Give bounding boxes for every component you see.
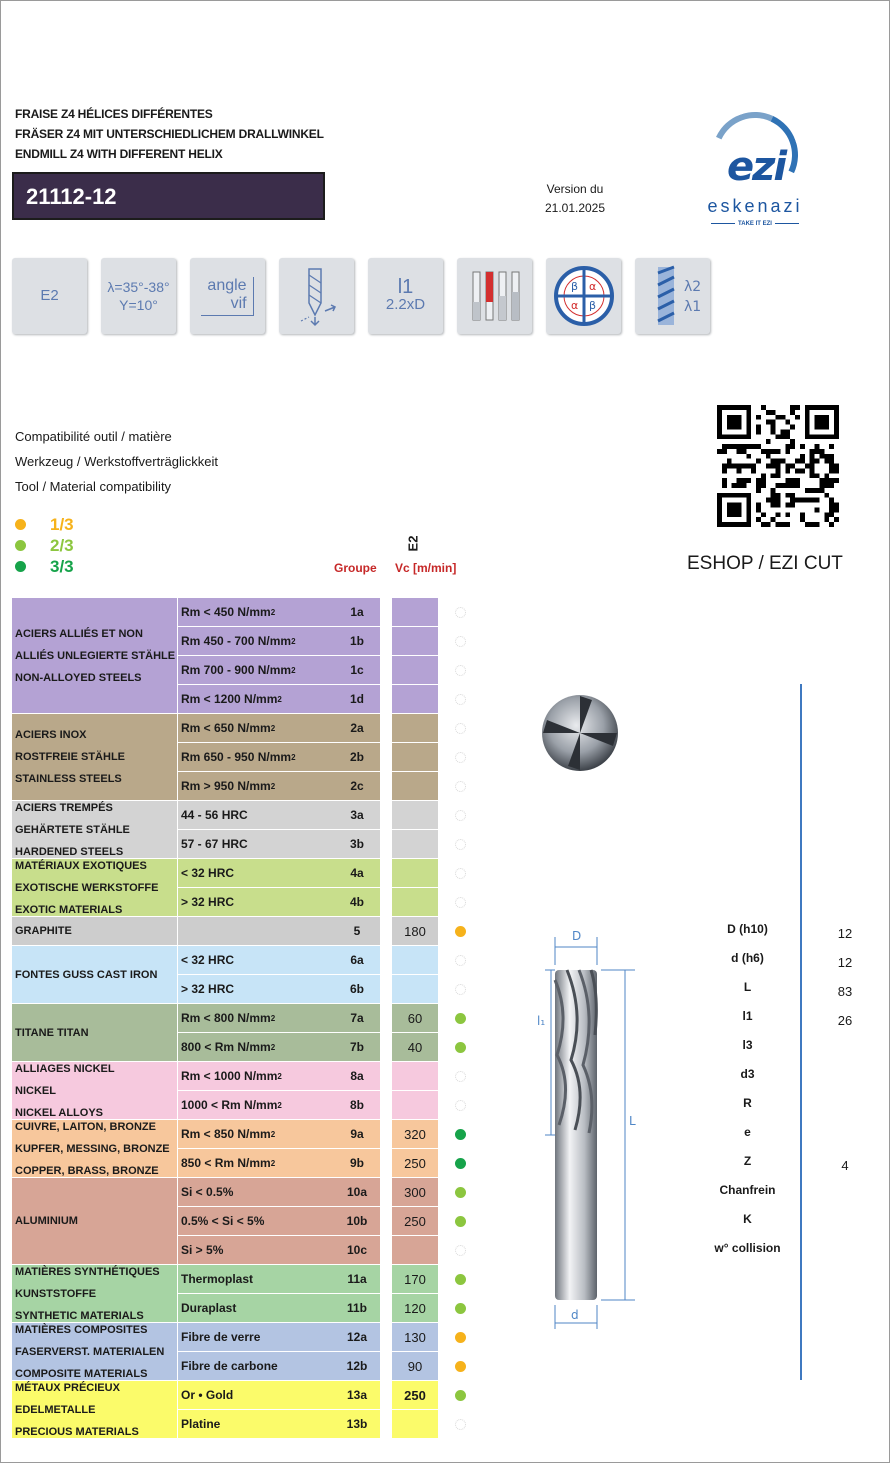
legend-item <box>15 514 74 535</box>
cutting-speed-value: 130 <box>392 1323 438 1351</box>
condition-text: 44 - 56 HRC <box>181 808 248 822</box>
compatibility-dot-icon <box>455 1245 466 1256</box>
helix-angle-line1: λ=35°-38° <box>107 279 170 295</box>
group-code: 8a <box>334 1062 380 1090</box>
material-table <box>12 598 482 1438</box>
condition-text: Rm > 950 N/mm <box>181 779 271 793</box>
variable-pitch-icon <box>546 258 621 334</box>
legend-dot-icon <box>15 561 26 572</box>
compatibility-dot-icon <box>455 694 466 705</box>
cutting-speed-value: 170 <box>392 1265 438 1293</box>
condition-superscript: 2 <box>270 1158 276 1168</box>
material-condition <box>178 1091 337 1119</box>
eskenazi-logo <box>700 108 810 233</box>
title-fr: FRAISE Z4 HÉLICES DIFFÉRENTES <box>15 107 213 121</box>
material-name-line: ACIERS INOX <box>15 729 87 741</box>
reference-number: 21112-12 <box>26 184 117 209</box>
material-condition <box>178 685 337 713</box>
dimension-label: K <box>743 1212 752 1226</box>
dimension-label: l1 <box>742 1009 753 1023</box>
material-condition <box>178 1178 337 1206</box>
group-code: 1d <box>334 685 380 713</box>
dimension-row <box>690 1183 870 1212</box>
material-name-line: NON-ALLOYED STEELS <box>15 671 142 684</box>
condition-text: Rm < 1000 N/mm <box>181 1069 278 1083</box>
group-code: 5 <box>334 917 380 945</box>
group-code: 10c <box>334 1236 380 1264</box>
material-name-line: EDELMETALLE <box>15 1403 96 1416</box>
group-code: 7b <box>334 1033 380 1061</box>
coating-e2-text: E2 <box>40 287 59 304</box>
helix-lambda1-text: λ1 <box>683 299 701 315</box>
material-name-line: HARDENED STEELS <box>15 845 124 858</box>
material-condition <box>178 1120 337 1148</box>
compatibility-dot-icon <box>455 665 466 676</box>
material-condition <box>178 1381 337 1409</box>
title-de: FRÄSER Z4 MIT UNTERSCHIEDLICHEM DRALLWINKEL <box>15 127 324 141</box>
material-condition <box>178 627 337 655</box>
cutter-end-view-image <box>540 688 620 783</box>
material-name-line: EXOTIC MATERIALS <box>15 903 123 916</box>
variable-helix-icon <box>635 258 710 334</box>
compatibility-dot-icon <box>455 1361 466 1372</box>
compatibility-dot-icon <box>455 1332 466 1343</box>
dimension-row <box>690 1241 870 1270</box>
dimension-label: e <box>744 1125 751 1139</box>
material-name-line: TITANE TITAN <box>15 1026 89 1039</box>
cutting-speed-value: 300 <box>392 1178 438 1206</box>
compatibility-dot-icon <box>455 1129 466 1140</box>
dimension-row <box>690 1096 870 1125</box>
cutting-speed-value <box>392 830 438 858</box>
material-group-label <box>12 714 177 800</box>
material-condition <box>178 1004 337 1032</box>
condition-text: < 32 HRC <box>181 866 235 880</box>
condition-text: Duraplast <box>181 1301 237 1315</box>
condition-text: > 32 HRC <box>181 982 235 996</box>
cutting-speed-value <box>392 888 438 916</box>
material-group-label <box>12 1062 177 1119</box>
condition-superscript: 2 <box>291 752 296 762</box>
compatibility-heading <box>15 424 218 499</box>
condition-superscript: 2 <box>270 1129 276 1139</box>
dimension-row <box>690 1067 870 1096</box>
cutting-speed-value <box>392 714 438 742</box>
cutting-speed-value <box>392 975 438 1003</box>
helix-angle-line2: Y=10° <box>119 297 158 313</box>
condition-text: Rm 700 - 900 N/mm <box>181 663 292 677</box>
material-group-label <box>12 859 177 916</box>
material-condition <box>178 1062 337 1090</box>
material-condition <box>178 1033 337 1061</box>
cutting-speed-value: 90 <box>392 1352 438 1380</box>
cutting-length-icon <box>368 258 443 334</box>
cutting-speed-value <box>392 772 438 800</box>
material-name-line: MATIÈRES SYNTHÉTIQUES <box>15 1265 160 1278</box>
logo-tagline: TAKE IT EZI <box>700 221 810 227</box>
reference-box <box>12 172 325 220</box>
material-name-line: KUNSTSTOFFE <box>15 1287 97 1300</box>
material-name-line: SYNTHETIC MATERIALS <box>15 1309 144 1322</box>
material-name-line: ACIERS ALLIÉS ET NON <box>15 627 143 640</box>
group-code: 8b <box>334 1091 380 1119</box>
condition-superscript: 2 <box>270 723 276 733</box>
condition-text: 57 - 67 HRC <box>181 837 248 851</box>
cutting-length-line2: 2.2xD <box>385 296 426 313</box>
compatibility-legend <box>15 514 74 577</box>
material-condition <box>178 1265 337 1293</box>
group-code: 12b <box>334 1352 380 1380</box>
material-name-line: GRAPHITE <box>15 925 72 937</box>
material-condition <box>178 859 337 887</box>
cutting-speed-value: 40 <box>392 1033 438 1061</box>
compatibility-dot-icon <box>455 1216 466 1227</box>
material-condition <box>178 946 337 974</box>
dimension-label: d (h6) <box>731 951 764 965</box>
material-group-label <box>12 1004 177 1061</box>
condition-text: Platine <box>181 1417 221 1431</box>
condition-text: Rm 450 - 700 N/mm <box>181 634 292 648</box>
material-name-line: GEHÄRTETE STÄHLE <box>15 823 130 836</box>
dimension-value: 12 <box>837 926 853 941</box>
compatibility-dot-icon <box>455 1100 466 1111</box>
vc-header: Vc [m/min] <box>395 561 457 575</box>
dimension-label: Chanfrein <box>719 1183 776 1197</box>
group-code: 11b <box>334 1294 380 1322</box>
material-condition <box>178 743 337 771</box>
helix-angle-icon <box>101 258 176 334</box>
material-group-label <box>12 1178 177 1264</box>
material-group-label <box>12 801 177 858</box>
eshop-qr-code[interactable] <box>717 403 839 529</box>
cutting-speed-value: 320 <box>392 1120 438 1148</box>
material-name-line: FASERVERST. MATERIALEN <box>15 1345 165 1358</box>
compatibility-en: Tool / Material compatibility <box>15 479 172 494</box>
cutting-speed-value <box>392 656 438 684</box>
coating-e2-icon <box>12 258 87 334</box>
compatibility-dot-icon <box>455 868 466 879</box>
groupe-header: Groupe <box>334 561 377 575</box>
material-condition <box>178 1236 337 1264</box>
condition-text: Fibre de carbone <box>181 1359 278 1373</box>
material-condition <box>178 656 337 684</box>
condition-text: Thermoplast <box>181 1272 254 1286</box>
dimension-row <box>690 1154 870 1183</box>
angle-vif-icon <box>190 258 265 334</box>
group-code: 1b <box>334 627 380 655</box>
group-code: 13a <box>334 1381 380 1409</box>
dimension-value: 26 <box>837 1013 853 1028</box>
dimension-label: w° collision <box>714 1241 781 1255</box>
dimension-row <box>690 980 870 1009</box>
legend-label: 2/3 <box>50 535 74 555</box>
cutting-speed-value <box>392 1062 438 1090</box>
helix-lambda2-text: λ2 <box>683 279 701 295</box>
dimension-row <box>690 1125 870 1154</box>
material-group-label <box>12 1381 177 1438</box>
condition-text: Rm < 650 N/mm <box>181 721 271 735</box>
compatibility-dot-icon <box>455 984 466 995</box>
dimension-label: D (h10) <box>727 922 768 936</box>
product-titles <box>15 104 324 164</box>
compatibility-dot-icon <box>455 810 466 821</box>
material-name-line: MATÉRIAUX EXOTIQUES <box>15 859 147 872</box>
material-condition <box>178 1149 337 1177</box>
compatibility-dot-icon <box>455 1390 466 1401</box>
cutting-speed-value <box>392 801 438 829</box>
cutting-speed-value <box>392 743 438 771</box>
group-code: 10a <box>334 1178 380 1206</box>
logo-mark: ezi <box>726 144 786 190</box>
compatibility-dot-icon <box>455 1187 466 1198</box>
material-condition <box>178 772 337 800</box>
version-info <box>520 180 630 218</box>
material-name-line: FONTES GUSS CAST IRON <box>15 968 158 981</box>
material-condition <box>178 830 337 858</box>
compatibility-dot-icon <box>455 955 466 966</box>
dimension-label: L <box>743 980 752 994</box>
compatibility-fr: Compatibilité outil / matière <box>15 429 172 444</box>
material-name-line: NICKEL <box>15 1084 56 1097</box>
cutting-speed-value <box>392 627 438 655</box>
condition-text: Or • Gold <box>181 1388 234 1402</box>
center-cutting-icon <box>279 258 354 334</box>
material-name-line: ROSTFREIE STÄHLE <box>15 751 126 763</box>
dimension-row <box>690 1038 870 1067</box>
angle-vif-line2: vif <box>230 294 247 312</box>
drawing-label-L: L <box>629 1114 636 1128</box>
material-name-line: MÉTAUX PRÉCIEUX <box>15 1381 120 1394</box>
drawing-label-D: D <box>572 929 582 943</box>
condition-superscript: 2 <box>270 1013 276 1023</box>
compatibility-dot-icon <box>455 1042 466 1053</box>
legend-item <box>15 535 74 556</box>
dimension-label: l3 <box>742 1038 753 1052</box>
cutting-speed-value: 120 <box>392 1294 438 1322</box>
compatibility-dot-icon <box>455 1013 466 1024</box>
group-code: 10b <box>334 1207 380 1235</box>
material-name-line: MATIÈRES COMPOSITES <box>15 1323 148 1336</box>
group-code: 2c <box>334 772 380 800</box>
dimension-row <box>690 922 870 951</box>
compatibility-dot-icon <box>455 1274 466 1285</box>
material-name-line: EXOTISCHE WERKSTOFFE <box>15 881 159 894</box>
material-group-label <box>12 1120 177 1177</box>
group-code: 4a <box>334 859 380 887</box>
material-condition <box>178 598 337 626</box>
material-group-label <box>12 1265 177 1322</box>
group-code: 4b <box>334 888 380 916</box>
compatibility-dot-icon <box>455 839 466 850</box>
group-code: 7a <box>334 1004 380 1032</box>
compatibility-dot-icon <box>455 1071 466 1082</box>
material-group-label <box>12 946 177 1003</box>
compatibility-dot-icon <box>455 752 466 763</box>
group-code: 3a <box>334 801 380 829</box>
group-code: 11a <box>334 1265 380 1293</box>
dimension-value: 83 <box>837 984 853 999</box>
eshop-link[interactable]: ESHOP / EZI CUT <box>687 553 843 574</box>
condition-text: Rm < 800 N/mm <box>181 1011 271 1025</box>
condition-superscript: 2 <box>270 781 276 791</box>
group-code: 9b <box>334 1149 380 1177</box>
condition-text: 0.5% < Si < 5% <box>181 1214 265 1228</box>
condition-text: > 32 HRC <box>181 895 235 909</box>
condition-text: 800 < Rm N/mm <box>181 1040 271 1054</box>
cutting-length-line1: l1 <box>397 276 414 298</box>
cutting-speed-value <box>392 685 438 713</box>
dimension-value: 4 <box>841 1158 849 1173</box>
condition-text: Fibre de verre <box>181 1330 261 1344</box>
material-name-line: COPPER, BRASS, BRONZE <box>15 1164 159 1177</box>
material-name-line: NICKEL ALLOYS <box>15 1106 104 1119</box>
condition-text: Si > 5% <box>181 1243 224 1257</box>
material-condition <box>178 1294 337 1322</box>
legend-label: 1/3 <box>50 514 74 534</box>
cutting-speed-value <box>392 946 438 974</box>
compatibility-dot-icon <box>455 636 466 647</box>
material-name-line: ALLIAGES NICKEL <box>15 1062 115 1075</box>
compatibility-dot-icon <box>455 607 466 618</box>
shank-types-icon <box>457 258 532 334</box>
material-condition <box>178 1352 337 1380</box>
dimension-row <box>690 951 870 980</box>
cutting-speed-value <box>392 598 438 626</box>
material-name-line: CUIVRE, LAITON, BRONZE <box>15 1120 156 1133</box>
condition-superscript: 2 <box>270 607 276 617</box>
legend-dot-icon <box>15 540 26 551</box>
material-name-line: PRECIOUS MATERIALS <box>15 1425 139 1438</box>
condition-superscript: 2 <box>291 636 296 646</box>
group-code: 2b <box>334 743 380 771</box>
svg-text:α: α <box>570 299 578 312</box>
material-condition <box>178 1323 337 1351</box>
compatibility-dot-icon <box>455 781 466 792</box>
condition-text: 1000 < Rm N/mm <box>181 1098 278 1112</box>
compatibility-dot-icon <box>455 926 466 937</box>
logo-name: eskenazi <box>707 196 803 216</box>
group-code: 3b <box>334 830 380 858</box>
compatibility-dot-icon <box>455 723 466 734</box>
compatibility-dot-icon <box>455 1419 466 1430</box>
condition-superscript: 2 <box>277 1071 282 1081</box>
title-en: ENDMILL Z4 WITH DIFFERENT HELIX <box>15 147 223 161</box>
dimension-label: R <box>743 1096 752 1110</box>
dimension-row <box>690 1212 870 1241</box>
drawing-label-d: d <box>571 1308 579 1322</box>
angle-vif-line1: angle <box>207 276 247 294</box>
cutting-speed-value: 60 <box>392 1004 438 1032</box>
group-code: 9a <box>334 1120 380 1148</box>
material-condition <box>178 1410 337 1438</box>
group-code: 2a <box>334 714 380 742</box>
material-group-label <box>12 598 177 713</box>
condition-text: Rm < 450 N/mm <box>181 605 271 619</box>
dimension-row <box>690 1009 870 1038</box>
condition-text: < 32 HRC <box>181 953 235 967</box>
svg-text:β: β <box>588 299 596 312</box>
cutting-speed-value <box>392 1091 438 1119</box>
condition-text: 850 < Rm N/mm <box>181 1156 271 1170</box>
material-condition <box>178 801 337 829</box>
material-condition <box>178 975 337 1003</box>
dimension-label: Z <box>743 1154 752 1168</box>
legend-label: 3/3 <box>50 556 74 576</box>
condition-text: Rm < 850 N/mm <box>181 1127 271 1141</box>
condition-superscript: 2 <box>277 694 282 704</box>
compatibility-dot-icon <box>455 1158 466 1169</box>
coating-header: E2 <box>405 535 421 552</box>
drawing-label-l1: l₁ <box>537 1014 546 1028</box>
cutting-speed-value: 180 <box>392 917 438 945</box>
material-condition <box>178 714 337 742</box>
compatibility-dot-icon <box>455 897 466 908</box>
cutting-speed-value <box>392 1410 438 1438</box>
material-name-line: ALLIÉS UNLEGIERTE STÄHLE <box>15 649 176 662</box>
cutting-speed-value <box>392 1236 438 1264</box>
cutting-speed-value <box>392 859 438 887</box>
material-condition <box>178 888 337 916</box>
condition-superscript: 2 <box>270 1042 276 1052</box>
material-name-line: KUPFER, MESSING, BRONZE <box>15 1142 170 1155</box>
tool-technical-drawing <box>515 925 645 1335</box>
group-code: 13b <box>334 1410 380 1438</box>
group-code: 6b <box>334 975 380 1003</box>
material-name-line: ALUMINIUM <box>15 1215 78 1227</box>
cutting-speed-value: 250 <box>392 1149 438 1177</box>
cutting-speed-value: 250 <box>392 1207 438 1235</box>
material-name-line: STAINLESS STEELS <box>15 773 122 785</box>
material-condition <box>178 917 337 945</box>
group-code: 12a <box>334 1323 380 1351</box>
dimension-label: d3 <box>740 1067 755 1081</box>
dimension-value: 12 <box>837 955 853 970</box>
cutting-speed-value: 250 <box>392 1381 438 1409</box>
condition-superscript: 2 <box>277 1100 282 1110</box>
svg-text:β: β <box>570 280 578 293</box>
svg-text:α: α <box>588 280 596 293</box>
material-name-line: COMPOSITE MATERIALS <box>15 1367 148 1380</box>
condition-superscript: 2 <box>291 665 296 675</box>
condition-text: Si < 0.5% <box>181 1185 234 1199</box>
condition-text: Rm 650 - 950 N/mm <box>181 750 292 764</box>
version-date: 21.01.2025 <box>544 201 606 215</box>
material-condition <box>178 1207 337 1235</box>
legend-item <box>15 556 74 577</box>
group-code: 1c <box>334 656 380 684</box>
compatibility-de: Werkzeug / Werkstoffverträglickkeit <box>15 454 219 469</box>
version-label: Version du <box>546 182 604 196</box>
group-code: 1a <box>334 598 380 626</box>
group-code: 6a <box>334 946 380 974</box>
legend-dot-icon <box>15 519 26 530</box>
material-name-line: ACIERS TREMPÉS <box>15 801 113 814</box>
compatibility-dot-icon <box>455 1303 466 1314</box>
condition-text: Rm < 1200 N/mm <box>181 692 278 706</box>
material-group-label <box>12 917 177 945</box>
material-group-label <box>12 1323 177 1380</box>
